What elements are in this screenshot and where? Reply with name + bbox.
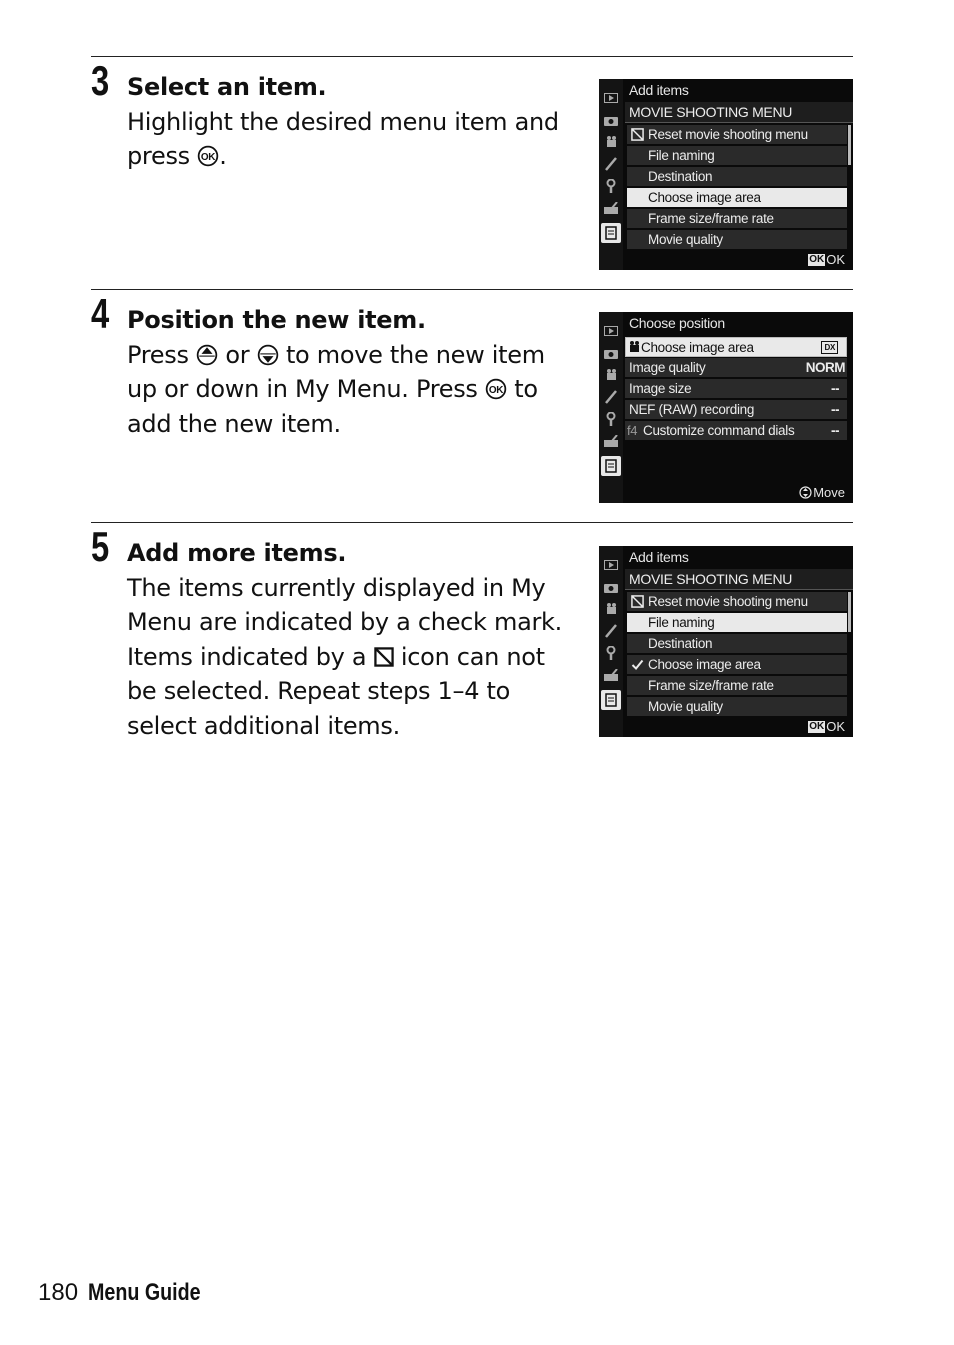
section-divider bbox=[91, 56, 853, 57]
step-instructions bbox=[127, 70, 579, 174]
menu-item-reset-movie-shooting-menu[interactable] bbox=[627, 125, 847, 144]
page-number: 180 bbox=[38, 1279, 79, 1306]
step-text-part: Highlight the desired menu item and press bbox=[127, 107, 559, 170]
menu-item-label: Movie quality bbox=[648, 232, 723, 247]
custom-settings-tab-icon bbox=[603, 157, 619, 171]
menu-item-label: Destination bbox=[648, 169, 713, 184]
retouch-tab-icon bbox=[603, 201, 619, 215]
step-instructions bbox=[127, 536, 579, 743]
movie-shooting-tab-icon bbox=[603, 135, 619, 149]
position-item-image-size[interactable] bbox=[625, 379, 847, 398]
step-5 bbox=[91, 524, 853, 754]
not-allowed-icon bbox=[631, 128, 644, 141]
menu-item-label: Reset movie shooting menu bbox=[648, 127, 808, 142]
multi-selector-up-down-icon bbox=[799, 486, 812, 499]
section-divider bbox=[91, 522, 853, 523]
step-text-part: icon can not be selected. Repeat steps 1–4 to select additional items. bbox=[127, 642, 545, 740]
screen-subtitle: MOVIE SHOOTING MENU bbox=[625, 569, 853, 590]
multi-selector-up-icon bbox=[196, 344, 218, 366]
custom-settings-tab-icon bbox=[603, 624, 619, 638]
menu-item-file-naming[interactable] bbox=[627, 613, 847, 632]
step-text-part: The items currently displayed in My Menu are indicated by a check mark. Items indicated by a bbox=[127, 573, 562, 671]
setup-tab-icon bbox=[603, 412, 619, 426]
playback-tab-icon bbox=[603, 324, 619, 338]
section-title: Menu Guide bbox=[88, 1279, 201, 1306]
menu-item-label: Customize command dials bbox=[643, 423, 795, 438]
step-number: 4 bbox=[91, 290, 110, 337]
check-icon bbox=[631, 658, 644, 671]
step-heading: Position the new item. bbox=[127, 306, 426, 334]
movie-shooting-tab-icon bbox=[603, 368, 619, 382]
footer-label: OK bbox=[826, 719, 845, 734]
menu-item-label: Frame size/frame rate bbox=[648, 211, 774, 226]
step-text-part: . bbox=[219, 142, 227, 170]
step-4 bbox=[91, 291, 853, 511]
menu-item-file-naming[interactable] bbox=[627, 146, 847, 165]
position-item-customize-command-dials[interactable] bbox=[625, 421, 847, 440]
ok-box-icon: OK bbox=[809, 720, 825, 732]
menu-item-label: Movie quality bbox=[648, 699, 723, 714]
menu-item-value: -- bbox=[831, 402, 839, 417]
menu-item-label: Frame size/frame rate bbox=[648, 678, 774, 693]
menu-item-label: Choose image area bbox=[648, 190, 761, 205]
step-text-part: to add the new item. bbox=[127, 375, 538, 438]
photo-shooting-tab-icon bbox=[603, 346, 619, 360]
menu-item-label: Image quality bbox=[629, 360, 706, 375]
step-text-part: or bbox=[218, 340, 257, 369]
menu-item-reset-movie-shooting-menu[interactable] bbox=[627, 592, 847, 611]
menu-item-frame-size-frame-rate[interactable] bbox=[627, 676, 847, 695]
menu-item-label: File naming bbox=[648, 615, 715, 630]
menu-tabs bbox=[599, 79, 623, 270]
not-allowed-icon bbox=[374, 647, 394, 667]
ok-box-icon: OK bbox=[809, 253, 825, 265]
my-menu-tab-icon bbox=[601, 690, 621, 710]
footer-label: OK bbox=[826, 252, 845, 267]
screen-title: Add items bbox=[629, 82, 689, 98]
menu-item-value: -- bbox=[831, 381, 839, 396]
camera-screen-choose-position bbox=[599, 312, 853, 503]
movie-shooting-tab-icon bbox=[603, 602, 619, 616]
menu-tabs bbox=[599, 546, 623, 737]
ok-button-icon bbox=[197, 145, 219, 167]
step-number: 5 bbox=[91, 523, 110, 570]
setup-tab-icon bbox=[603, 646, 619, 660]
menu-item-value: -- bbox=[831, 423, 839, 438]
screen-subtitle: MOVIE SHOOTING MENU bbox=[625, 102, 853, 123]
position-item-image-quality[interactable] bbox=[625, 358, 847, 377]
page-footer bbox=[38, 1278, 225, 1307]
step-instructions bbox=[127, 303, 579, 441]
retouch-tab-icon bbox=[603, 668, 619, 682]
screen-footer bbox=[808, 252, 845, 267]
dx-badge: DX bbox=[821, 341, 838, 354]
section-divider bbox=[91, 289, 853, 290]
footer-label: Move bbox=[813, 485, 845, 500]
setup-tab-icon bbox=[603, 179, 619, 193]
step-3 bbox=[91, 58, 853, 278]
position-item-choose-image-area[interactable] bbox=[625, 337, 847, 357]
playback-tab-icon bbox=[603, 558, 619, 572]
photo-shooting-tab-icon bbox=[603, 113, 619, 127]
multi-selector-down-icon bbox=[257, 344, 279, 366]
step-text-part: to move the new item up or down in My Menu. Press bbox=[127, 340, 545, 403]
screen-footer bbox=[808, 719, 845, 734]
screen-title: Choose position bbox=[629, 315, 725, 331]
menu-item-label: Choose image area bbox=[641, 340, 754, 355]
menu-item-label: File naming bbox=[648, 148, 715, 163]
movie-icon bbox=[628, 341, 641, 353]
menu-item-label: Image size bbox=[629, 381, 692, 396]
photo-shooting-tab-icon bbox=[603, 580, 619, 594]
step-text-part: Press bbox=[127, 340, 196, 369]
retouch-tab-icon bbox=[603, 434, 619, 448]
my-menu-tab-icon bbox=[601, 223, 621, 243]
custom-setting-prefix: f4 bbox=[627, 423, 638, 438]
menu-item-label: NEF (RAW) recording bbox=[629, 402, 755, 417]
scrollbar[interactable] bbox=[848, 125, 851, 165]
not-allowed-icon bbox=[631, 595, 644, 608]
menu-item-choose-image-area[interactable] bbox=[627, 655, 847, 674]
menu-item-value: NORM bbox=[805, 360, 845, 375]
camera-screen-add-items-checked bbox=[599, 546, 853, 737]
position-item-nef-raw-recording[interactable] bbox=[625, 400, 847, 419]
menu-item-label: Reset movie shooting menu bbox=[648, 594, 808, 609]
screen-title: Add items bbox=[629, 549, 689, 565]
menu-item-destination[interactable] bbox=[627, 167, 847, 186]
menu-item-label: Choose image area bbox=[648, 657, 761, 672]
ok-button-icon bbox=[485, 378, 507, 400]
step-heading: Add more items. bbox=[127, 539, 347, 567]
menu-item-frame-size-frame-rate[interactable] bbox=[627, 209, 847, 228]
menu-item-movie-quality[interactable] bbox=[627, 230, 847, 249]
scrollbar[interactable] bbox=[848, 592, 851, 632]
menu-item-label: Destination bbox=[648, 636, 713, 651]
my-menu-tab-icon bbox=[601, 456, 621, 476]
menu-item-movie-quality[interactable] bbox=[627, 697, 847, 716]
playback-tab-icon bbox=[603, 91, 619, 105]
menu-item-destination[interactable] bbox=[627, 634, 847, 653]
custom-settings-tab-icon bbox=[603, 390, 619, 404]
step-heading: Select an item. bbox=[127, 73, 327, 101]
menu-tabs bbox=[599, 312, 623, 503]
camera-screen-add-items bbox=[599, 79, 853, 270]
menu-item-choose-image-area[interactable] bbox=[627, 188, 847, 207]
screen-footer bbox=[799, 485, 845, 500]
step-number: 3 bbox=[91, 57, 110, 104]
